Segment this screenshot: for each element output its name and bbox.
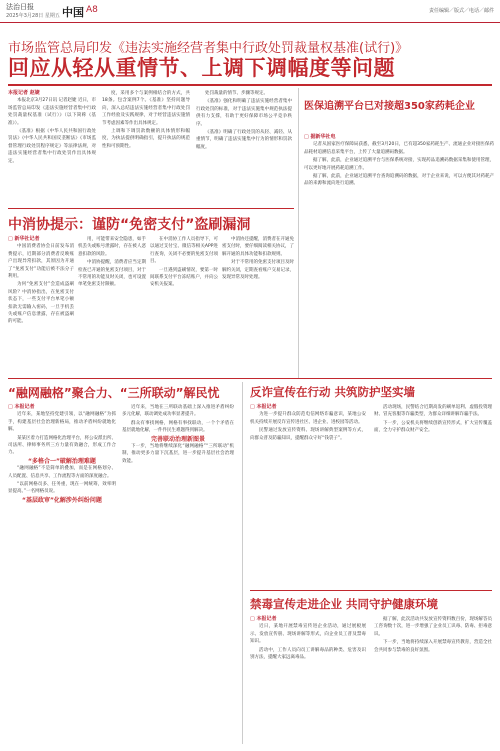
top-story-col-3 [196,90,292,152]
section-name: 中国 [62,6,84,19]
paragraph: 对于不常用的免密支付项目及时解约关闭，定期查看账户交易记录，发现异常及时处理。 [222,260,294,281]
story2-col-2 [78,236,146,290]
editor-line: 责任编辑／版式／电话／邮件 [428,8,494,14]
paragraph: 中消协提醒，消费者应当定期检查已开通的免密支付项目，对于不常用的功能及时关闭，也可设置单笔免密支付限额。 [78,260,146,288]
top-story-kicker: 市场监管总局印发《违法实施经营者集中行政处罚裁量权基准(试行)》 [8,41,409,56]
sidebar-body [304,134,494,189]
paragraph: 中国消费者协会日前发布消费提示，近期部分消费者反映账户出现异常扣款，其原因为开通了“免密支付”功能后被不法分子利用。 [8,244,74,280]
story3-subheading-1: “多格合一”破解治理难题 [28,457,96,465]
story3-subheading-3: 完善联动治理新图景 [150,435,205,443]
paragraph: 近年来，当地在三所联动基础上深入推进矛盾纠纷多元化解，联动调处成功率显著提升。 [122,405,234,418]
section-divider [8,378,492,379]
paragraph: 中消协还提醒，消费者在开通免密支付时，要仔细阅读相关协议，了解开通的具体功能和扣款规则。 [222,237,294,257]
paragraph: 据了解，此次活动共发放宣传资料数百份，现场解答员工咨询数十次，进一步增强了企业员工识毒、防毒、拒毒意识。 [374,617,492,637]
paragraph: 近日，某地开展禁毒宣传进企业活动，通过展板展示、发放宣传册、现场讲解等形式，向企业员工普及禁毒知识。 [250,624,366,645]
paragraph: 在中消协工作人员指导下，可以通过支付宝、微信等相关APP进行查询，关闭不必要的免密支付项目。 [150,237,218,265]
story5-byline: □ 本报记者 [250,616,277,622]
paragraph: 下一步，当地将继续深化“融网融格”“三所联动”机制，推动更多力量下沉基层，进一步提升基层社会治理效能。 [122,444,234,464]
top-story-rule [8,84,492,86]
paragraph: 处罚裁量的情节、步骤等规定。 [205,91,268,96]
story4-col-1 [250,404,366,443]
story3-byline: □ 本报记者 [8,404,35,410]
paragraph: “以前网格员多、任务重，现在一网统筹，效率明显提高。”一名网格员说。 [8,482,116,495]
paragraph: 记者从国家医疗保障局获悉，截至3月20日，已有超350家药耗生产、流通企业对接医保药品耗材追溯信息采集平台，上传了大量追溯码数据。 [304,142,494,155]
top-story-headline: 回应从轻从重情节、上调下调幅度等问题 [8,56,395,80]
story4-byline: □ 本报记者 [250,404,277,410]
paragraph: 下一步，当地将持续深入开展禁毒宣传教育，营造全社会共同参与禁毒的良好氛围。 [374,640,492,653]
paragraph: 民警通过发放宣传资料、现场讲解典型案例等方式，向群众普及防骗知识，提醒群众守好“钱袋子”。 [250,428,366,441]
story3-subheading-2: “基层政审”化解涉外纠纷问题 [22,496,102,504]
column-divider [242,382,243,744]
paragraph: 《基准》根据《中华人民共和国行政处罚法》《中华人民共和国反垄断法》《市场监督管理行政处罚程序规定》等法律法规，对违法实施经营者集中行政处罚作出具体规定。 [8,129,96,164]
story2-headline: 中消协提示：谨防“免密支付”盗刷漏洞 [8,217,251,233]
story5-col-2 [374,616,492,655]
story2-col-1 [8,236,74,327]
story5-rule [250,590,492,591]
paragraph: 为进一步提升群众防范电信网络诈骗意识，某地公安机关持续开展反诈宣传进社区、进企业、进校园等活动。 [250,412,366,425]
story2-rule [8,208,294,209]
paragraph: 一旦遇到盗刷情况，要第一时间联系支付平台冻结账户，并向公安机关报案。 [150,267,218,288]
paragraph: 用，可能带来安全隐患，如手机丢失或账号泄露时，存在被人恶意扣款的风险。 [78,237,146,257]
paragraph: 活动现场，民警结合近期高发的刷单返利、虚假投资理财、冒充客服等诈骗类型，为群众详细讲解诈骗手法。 [374,405,492,418]
story3-col-2 [122,404,234,466]
top-story-col-1 [8,90,96,166]
story2-byline: □ 新华社记者 [8,236,40,242]
paragraph: 活动中，工作人员向员工讲解毒品的种类、危害及识别方法，提醒大家远离毒品。 [250,647,366,661]
sidebar-byline: □ 据新华社电 [304,134,336,140]
story2-col-4 [222,236,294,282]
column-divider [298,88,299,378]
paragraph: 近年来，某地坚持党建引领，以“融网融格”为抓手，构建基层社会治理新格局，推动矛盾纠纷就地化解。 [8,412,116,433]
paragraph: 本报北京3月27日讯 记者赵婕 近日，市场监管总局印发《违法实施经营者集中行政处罚裁量权基准（试行）》（以下简称《基准》）。 [8,98,96,126]
story4-col-2 [374,404,492,436]
paragraph: 《基准》强化和明确了违法实施经营者集中行政处罚的标准，对于违法实施集中规范执法提供有力支撑，有助于更好保障市场公平竞争秩序。 [196,99,292,127]
paragraph: 上调和下调罚款数额的具体情形和幅度，为执法提供明确指引，提升执法的规范性和可预期性。 [102,129,190,149]
paragraph: 据了解，此前，企业通过追溯平台查询追溯码的数据，对于企业来说，可以方便其对药耗产品的来源和流向进行追溯。 [304,174,494,187]
paragraph: 据了解，此前，企业通过追溯平台与医保系统对接，实现药品追溯码数据采集和使用管理，可以更好地开展药耗追溯工作。 [304,158,494,171]
top-story-byline: 本报记者 赵婕 [8,90,40,96]
sidebar-headline: 医保追溯平台已对接超350家药耗企业 [304,101,475,112]
paragraph: 下一步，公安机关将继续创新宣传形式，扩大宣传覆盖面，全力守护群众财产安全。 [374,420,492,434]
story5-col-1 [250,616,366,662]
masthead-date: 2025年3月28日 星期五 [6,13,60,19]
top-story-col-2 [102,90,190,151]
masthead-logo: 法治日报 [6,3,34,11]
story5-headline: 禁毒宣传走进企业 共同守护健康环境 [250,597,439,611]
paragraph: “融网融格”不是简单的叠加，而是在网格划分、人员配置、信息共享、工作流程等方面的深度融合。 [8,466,116,479]
paragraph: 度，采用多个与案例相结合的方式，共18条。包含案例7个。《基准》坚持问题导向，深入总结违法实施经营者集中行政处罚工作经验及实践规律，对于经营违法实施情节考虑因素等作出具体规定。 [102,91,190,126]
story3-headline: “融网融格”聚合力、“三所联动”解民忧 [8,386,220,400]
paragraph: 某某区着力打造网格化治理平台，将公安派出所、司法所、律师事务所三方力量有效融合，形成工作合力。 [8,435,116,456]
story4-headline: 反诈宣传在行动 共筑防护坚实墙 [250,385,416,399]
paragraph: 为何“免密支付”会造成盗刷风险？中消协指出，在免密支付状态下，一些支付平台单笔小额扣款无需输入密码，一旦手机丢失或账户信息泄露，存在被盗刷的可能。 [8,282,74,325]
story3-col-1 [8,404,116,504]
paragraph: 《基准》明确了行政处罚的从轻、减轻、从重情节，明确了违法实施集中行为的情形和罚款幅度。 [196,130,292,150]
page-number: A8 [86,5,98,15]
paragraph: 群众有事找网格，网格有事找联动，一个个矛盾在基层就地化解，一件件民生难题得到解决。 [122,420,234,434]
story2-col-3 [150,236,218,290]
